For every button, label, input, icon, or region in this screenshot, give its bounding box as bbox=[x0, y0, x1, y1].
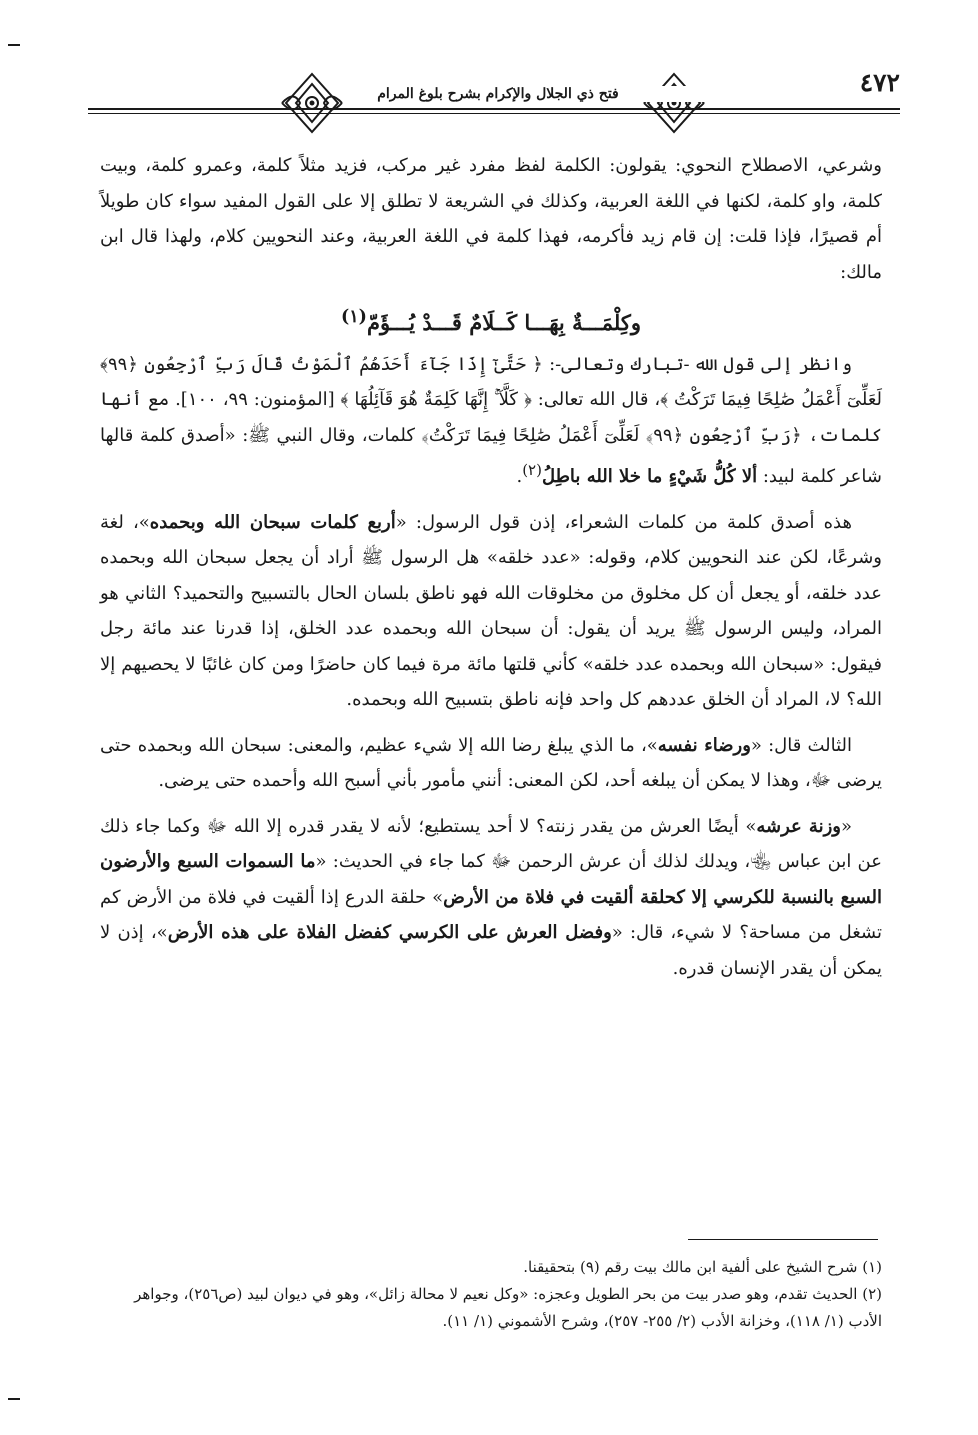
page-number: ٤٧٢ bbox=[859, 68, 900, 97]
text-part: »، إذن لا يمكن أن يقدر الإنسان قدره. bbox=[100, 922, 882, 979]
main-text bbox=[100, 148, 882, 996]
footnote-ref: (٢) bbox=[522, 461, 542, 479]
paragraph-arsh bbox=[100, 809, 882, 987]
verse-text: وكِلْمَـــةٌ بِهَـــا كَــلَامٌ قَـــدْ يُـــؤَمّ bbox=[366, 310, 642, 335]
quran-text: وانظر إلى قول الله -تبارك وتعالى-: ﴿ حَتَّىٰٓ إِذَا جَآءَ أَحَدَهُمُ ٱلْمَوْتُ قَالَ رَبِّ ٱرْجِعُونِ ﴿٩٩﴾ لَعَلِّىٓ أَعْمَلُ صَٰلِحًا فِيمَا تَرَكْتُ ﴾، قال الله تعالى: ﴿ كَلَّآ ۚ إِنَّهَا كَلِمَةٌ هُوَ قَآئِلُهَا ﴾ [المؤمنون: ٩٩، ١٠٠]. مع أنها كلمات، ﴿رَبِّ ٱرْجِعُونِ ﴿٩٩﴾ لَعَلِّىٓ أَعْمَلُ صَٰلِحًا فِيمَا تَرَكْتُ﴾ كلمات، وقال النبي ﷺ: «أصدق كلمة قالها شاعر كلمة لبيد: bbox=[100, 353, 882, 487]
hadith-kursi: ما السموات السبع والأرضون السبع بالنسبة للكرسي إلا كحلقة ألقيت في فلاة من الأرض bbox=[100, 851, 882, 908]
paragraph-definition: وشرعي، الاصطلاح النحوي: يقولون: الكلمة لفظ مفرد غير مركب، فزيد مثلاً كلمة، وعمرو كلمة، وبيت كلمة، واو كلمة، لكنها في اللغة العربية، وكذلك في الشريعة لا تطلق إلا على القول المفيد سواء كان طويلاً أم قصيرًا، فإذا قلت: إن قام زيد فأكرمه، فهذا كلمة في اللغة العربية، وعند النحويين كلام، ولهذا قال ابن مالك: bbox=[100, 155, 882, 283]
footnotes bbox=[100, 1254, 882, 1335]
hadith-four-words: أربع كلمات سبحان الله وبحمده bbox=[149, 511, 396, 533]
text-part: « bbox=[840, 815, 852, 837]
footnote-1: (١) شرح الشيخ على ألفية ابن مالك بيت رقم (٩) بتحقيقنا. bbox=[523, 1258, 882, 1276]
header-rule bbox=[88, 108, 900, 110]
hadith-zina: وزنة عرشه bbox=[756, 815, 841, 837]
footnote-divider bbox=[688, 1239, 878, 1240]
paragraph-four-words bbox=[100, 505, 882, 718]
text-part: » حلقة الدرع إذا ألقيت في فلاة من الأرض كم تشغل من مساحة؟ لا شيء، قال: « bbox=[100, 886, 882, 943]
text-part: هذه أصدق كلمة من كلمات الشعراء، إذن قول الرسول: « bbox=[395, 511, 852, 533]
ibn-malik-verse bbox=[100, 300, 882, 341]
ornament-icon bbox=[640, 70, 708, 136]
hadith-rida: ورضاء نفسه bbox=[657, 734, 751, 756]
text-part: »، ما الذي يبلغ رضا الله إلا شيء عظيم، والمعنى: سبحان الله وبحمده حتى يرضى ﷻ، وهذا لا يمكن أن يبلغه أحد، لكن المعنى: أنني مأمور بأني أسبح الله وأحمده حتى يرضى. bbox=[100, 734, 882, 791]
ornament-icon bbox=[278, 70, 346, 136]
footnote-2: (٢) الحديث تقدم، وهو صدر بيت من بحر الطويل وعجزه: «وكل نعيم لا محالة زائل»، وهو في ديوان لبيد (ص٢٥٦)، وجواهر الأدب (١/ ١١٨)، وخزانة الأدب (٢/ ٢٥٥- ٢٥٧)، وشرح الأشموني (١/ ١١). bbox=[134, 1285, 882, 1330]
scan-mark bbox=[8, 44, 20, 46]
book-title: فتح ذي الجلال والإكرام بشرح بلوغ المرام bbox=[288, 86, 708, 102]
paragraph-rida bbox=[100, 728, 882, 799]
labid-verse: ألا كُلُّ شَيْءٍ ما خلا الله باطِلُ bbox=[541, 466, 758, 487]
text-part: الثالث قال: « bbox=[750, 734, 853, 756]
hadith-arsh: وفضل العرش على الكرسي كفضل الفلاة على هذه الأرض bbox=[167, 922, 612, 943]
paragraph-quran bbox=[100, 347, 882, 495]
text-part: »، لغة وشرعًا، لكن عند النحويين كلام، وقوله: «عدد خلقه» هل الرسول ﷺ أراد أن يجعل سبحان الله وبحمده عدد خلقه، أو يجعل أن كل مخلوق من مخلوقات الله فهو ناطق بلسان الحال بالتسبيح والتحميد؟ الثاني هو المراد، وليس الرسول ﷺ يريد أن يقول: أن سبحان الله وبحمده عدد الخلق، إذا قدرنا عند مائة رجل فيقول: «سبحان الله وبحمده عدد خلقه» كأني قلتها مائة مرة فيما كان حاضرًا ومن كان غائبًا لا يحصيهم إلا الله؟ لا، المراد أن الخلق عددهم كل واحد فإنه ناطق بتسبيح الله وبحمده. bbox=[100, 511, 882, 710]
footnote-ref: (١) bbox=[340, 307, 367, 327]
text-part: » أيضًا العرش من يقدر زنته؟ لا أحد يستطيع؛ لأنه لا يقدر قدره إلا الله ﷻ وكما جاء ذلك عن ابن عباس ﵄، ويدلك لذلك أن عرش الرحمن ﷻ كما جاء في الحديث: « bbox=[100, 815, 882, 872]
period: . bbox=[516, 466, 523, 487]
header-rule-thin bbox=[88, 113, 900, 114]
scan-mark bbox=[8, 1398, 20, 1400]
page-header bbox=[88, 62, 900, 142]
